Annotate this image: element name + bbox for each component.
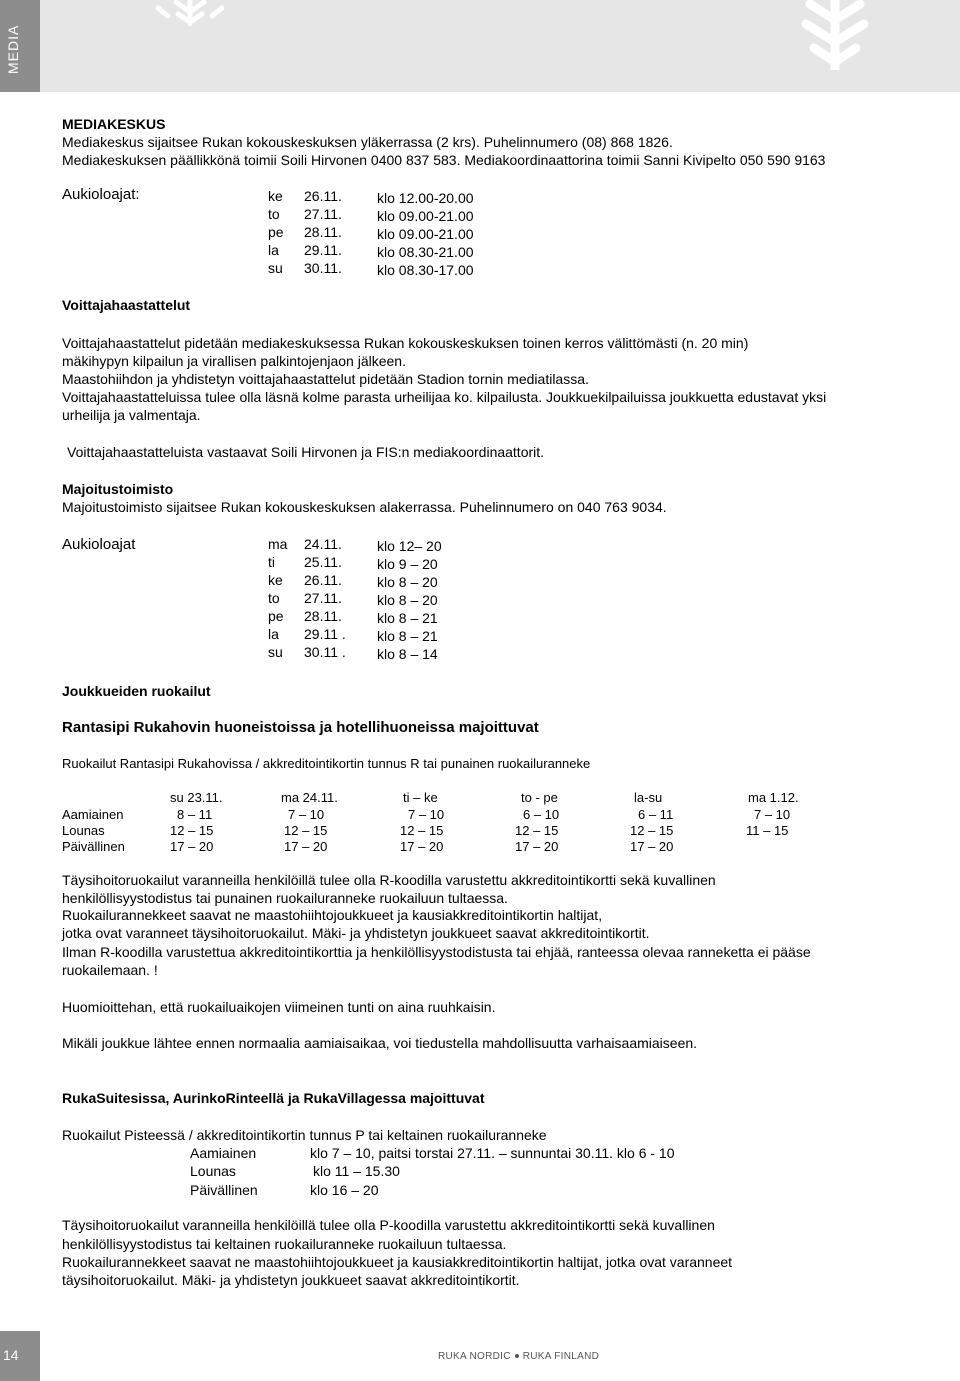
accommodation-hours-time: klo 8 – 20: [377, 574, 438, 590]
mediakeskus-hours-day: su: [268, 260, 283, 276]
rantasipi-intro: Ruokailut Rantasipi Rukahovissa / akkreditointikortin tunnus R tai punainen ruokailuranneke: [62, 756, 591, 771]
mediakeskus-hours-day: la: [268, 242, 279, 258]
mediakeskus-line: Mediakeskuksen päällikkönä toimii Soili Hirvonen 0400 837 583. Mediakoordinaattorina toimii Sanni Kivipelto 050 590 9163: [62, 152, 826, 168]
rantasipi-note: henkilöllisyystodistus tai punainen ruokailuranneke ruokailuun tultaessa.: [62, 890, 508, 906]
accommodation-hours-time: klo 8 – 21: [377, 628, 438, 644]
meal-table-cell: 17 – 20: [630, 839, 674, 854]
snowflake-icon: [150, 0, 230, 26]
meal-table-header: to - pe: [521, 790, 558, 805]
accommodation-hours-date: 27.11.: [304, 590, 342, 606]
accommodation-hours-day: la: [268, 626, 279, 642]
rantasipi-note: Ruokailurannekkeet saavat ne maastohiihtojoukkueet ja kausiakkreditointikortin haltijat,: [62, 907, 603, 923]
side-tab: [0, 0, 40, 92]
mediakeskus-hours-date: 27.11.: [304, 206, 342, 222]
rantasipi-title: Rantasipi Rukahovin huoneistoissa ja hotellihuoneissa majoittuvat: [62, 719, 539, 736]
mediakeskus-hours-date: 28.11.: [304, 224, 342, 240]
mediakeskus-hours-time: klo 08.30-21.00: [377, 244, 474, 260]
accommodation-hours-time: klo 8 – 21: [377, 610, 438, 626]
rukasuites-meal-time: klo 7 – 10, paitsi torstai 27.11. – sunnuntai 30.11. klo 6 - 10: [310, 1145, 675, 1161]
mediakeskus-hours-date: 26.11.: [304, 188, 342, 204]
rukasuites-meal-label: Lounas: [190, 1163, 236, 1179]
interviews-line: urheilija ja valmentaja.: [62, 407, 201, 423]
meal-table-cell: 7 – 10: [754, 807, 791, 822]
mediakeskus-hours-day: to: [268, 206, 280, 222]
accommodation-hours-date: 29.11 .: [304, 626, 346, 642]
meal-table-header: ma 24.11.: [281, 790, 338, 805]
rukasuites-intro: Ruokailut Pisteessä / akkreditointikortin tunnus P tai keltainen ruokailuranneke: [62, 1127, 547, 1143]
meal-table-cell: 12 – 15: [400, 823, 444, 838]
rukasuites-meal-label: Aamiainen: [190, 1145, 257, 1161]
meal-table-header: su 23.11.: [170, 790, 223, 805]
meal-table-cell: 12 – 15: [630, 823, 674, 838]
rantasipi-note: Ilman R-koodilla varustettua akkreditointikorttia ja henkilöllisyystodistusta tai ehjää, ranteessa olevaa ranneketta ei pääse: [62, 944, 811, 960]
meal-table-cell: 6 – 11: [638, 807, 674, 822]
meal-table-row-label: Lounas: [62, 823, 105, 838]
accommodation-hours-day: pe: [268, 608, 284, 624]
page-number: 14: [3, 1347, 19, 1363]
rantasipi-note: ruokailemaan. !: [62, 962, 158, 978]
meal-table-cell: 17 – 20: [284, 839, 328, 854]
meal-table-cell: 17 – 20: [515, 839, 559, 854]
rukasuites-meal-label: Päivällinen: [190, 1182, 258, 1198]
rukasuites-note: Ruokailurannekkeet saavat ne maastohiihtojoukkueet ja kausiakkreditointikortin haltijat, jotka ovat varanneet: [62, 1254, 733, 1270]
mediakeskus-hours-day: ke: [268, 188, 283, 204]
meal-table-cell: 12 – 15: [515, 823, 559, 838]
mediakeskus-line: Mediakeskus sijaitsee Rukan kokouskeskuksen yläkerrassa (2 krs). Puhelinnumero (08) 868 1826.: [62, 134, 673, 150]
rukasuites-note: täysihoitoruokailut. Mäki- ja yhdistetyn joukkueet saavat akkreditointikortit.: [62, 1272, 520, 1288]
mediakeskus-hours-time: klo 09.00-21.00: [377, 226, 474, 242]
mediakeskus-hours-time: klo 08.30-17.00: [377, 262, 474, 278]
side-tab-label: MEDIA: [5, 24, 21, 74]
note-last-hour: Huomioittehan, että ruokailuaikojen viimeinen tunti on aina ruuhkaisin.: [62, 999, 496, 1015]
meal-table-cell: 12 – 15: [284, 823, 328, 838]
accommodation-hours-date: 24.11.: [304, 536, 342, 552]
interviews-line: mäkihypyn kilpailun ja virallisen palkintojenjaon jälkeen.: [62, 353, 406, 369]
meal-table-cell: 12 – 15: [170, 823, 214, 838]
interviews-line: Voittajahaastatteluissa tulee olla läsnä kolme parasta urheilijaa ko. kilpailusta. Joukkuekilpailuissa joukkuetta edustavat yksi: [62, 389, 827, 405]
meal-table-cell: 17 – 20: [400, 839, 444, 854]
meal-table-header: la-su: [634, 790, 663, 805]
footer-brand-right: RUKA FINLAND: [522, 1351, 600, 1362]
team-meals-title: Joukkueiden ruokailut: [62, 683, 211, 699]
mediakeskus-hours-time: klo 12.00-20.00: [377, 190, 474, 206]
accommodation-hours-date: 30.11 .: [304, 644, 346, 660]
mediakeskus-title: MEDIAKESKUS: [62, 116, 166, 132]
accommodation-hours-label: Aukioloajat: [62, 536, 136, 553]
footer-brand-left: RUKA NORDIC: [438, 1351, 511, 1362]
meal-table-header: ti – ke: [403, 790, 438, 805]
rukasuites-note: henkilöllisyystodistus tai keltainen ruokailuranneke ruokailuun tultaessa.: [62, 1236, 507, 1252]
accommodation-hours-time: klo 9 – 20: [377, 556, 438, 572]
interviews-responsible: Voittajahaastatteluista vastaavat Soili Hirvonen ja FIS:n mediakoordinaattorit.: [67, 444, 545, 460]
meal-table-cell: 17 – 20: [170, 839, 214, 854]
rantasipi-note: jotka ovat varanneet täysihoitoruokailut. Mäki- ja yhdistetyn joukkueet saavat akkreditointikortit.: [62, 925, 650, 941]
rukasuites-meal-time: klo 11 – 15.30: [313, 1163, 400, 1179]
bullet-icon: [515, 1354, 519, 1358]
accommodation-hours-date: 25.11.: [304, 554, 342, 570]
accommodation-hours-time: klo 8 – 14: [377, 646, 438, 662]
meal-table-cell: 11 – 15: [746, 823, 789, 838]
accommodation-hours-time: klo 8 – 20: [377, 592, 438, 608]
mediakeskus-hours-date: 29.11.: [304, 242, 342, 258]
meal-table-header: ma 1.12.: [748, 790, 799, 805]
accommodation-hours-day: to: [268, 590, 280, 606]
accommodation-hours-day: ti: [268, 554, 275, 570]
meal-table-cell: 8 – 11: [177, 807, 213, 822]
accommodation-hours-day: ma: [268, 536, 288, 552]
footer-brand: [438, 1351, 599, 1362]
accommodation-hours-date: 28.11.: [304, 608, 342, 624]
mediakeskus-hours-label: Aukioloajat:: [62, 186, 140, 203]
accommodation-hours-day: ke: [268, 572, 283, 588]
rantasipi-note: Täysihoitoruokailut varanneilla henkilöillä tulee olla R-koodilla varustettu akkreditointikortti sekä kuvallinen: [62, 872, 716, 888]
interviews-line: Voittajahaastattelut pidetään mediakeskuksessa Rukan kokouskeskuksen toinen kerros välittömästi (n. 20 min): [62, 335, 749, 351]
mediakeskus-hours-time: klo 09.00-21.00: [377, 208, 474, 224]
mediakeskus-hours-date: 30.11.: [304, 260, 342, 276]
meal-table-cell: 6 – 10: [523, 807, 560, 822]
accommodation-hours-day: su: [268, 644, 283, 660]
meal-table-row-label: Päivällinen: [62, 839, 125, 854]
mediakeskus-hours-day: pe: [268, 224, 284, 240]
accommodation-hours-time: klo 12– 20: [377, 538, 442, 554]
meal-table-cell: 7 – 10: [408, 807, 445, 822]
accommodation-hours-date: 26.11.: [304, 572, 342, 588]
rukasuites-title: RukaSuitesissa, AurinkoRinteellä ja RukaVillagessa majoittuvat: [62, 1090, 485, 1106]
interviews-title: Voittajahaastattelut: [62, 297, 191, 313]
accommodation-line: Majoitustoimisto sijaitsee Rukan kokouskeskuksen alakerrassa. Puhelinnumero on 040 763 9034.: [62, 499, 667, 515]
note-early-breakfast: Mikäli joukkue lähtee ennen normaalia aamiaisaikaa, voi tiedustella mahdollisuutta varhaisaamiaiseen.: [62, 1035, 698, 1051]
meal-table-row-label: Aamiainen: [62, 807, 124, 822]
snowflake-icon: [770, 0, 900, 70]
meal-table-cell: 7 – 10: [288, 807, 325, 822]
rukasuites-note: Täysihoitoruokailut varanneilla henkilöillä tulee olla P-koodilla varustettu akkreditointikortti sekä kuvallinen: [62, 1217, 715, 1233]
rukasuites-meal-time: klo 16 – 20: [310, 1182, 379, 1198]
accommodation-title: Majoitustoimisto: [62, 481, 174, 497]
interviews-line: Maastohiihdon ja yhdistetyn voittajahaastattelut pidetään Stadion tornin mediatilassa.: [62, 371, 589, 387]
